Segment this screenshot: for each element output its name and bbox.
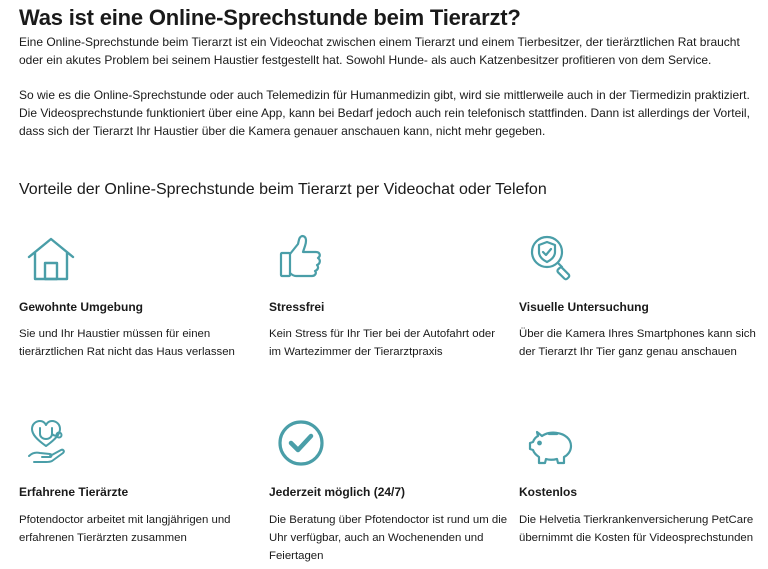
section-heading: Vorteile der Online-Sprechstunde beim Tierarzt per Videochat oder Telefon (19, 181, 547, 198)
feature-text: Die Helvetia Tierkrankenversicherung PetCare übernimmt die Kosten für Videosprechstunden (519, 514, 754, 544)
feature-visuelle-untersuchung (519, 232, 767, 358)
feature-title: Kostenlos (519, 485, 578, 499)
feature-text: Kein Stress für Ihr Tier bei der Autofahrt oder im Wartezimmer der Tierarztpraxis (269, 328, 496, 358)
feature-erfahrene-tieraerzte (19, 418, 266, 544)
check-circle-icon (276, 418, 326, 468)
thumbs-up-icon (276, 232, 326, 282)
heart-stethoscope-hand-icon (26, 418, 76, 468)
feature-text: Pfotendoctor arbeitet mit langjährigen und erfahrenen Tierärzten zusammen (19, 514, 231, 544)
intro-paragraph-2: So wie es die Online-Sprechstunde oder auch Telemedizin für Humanmedizin gibt, wird sie mittlerweile auch in der Tiermedizin praktiziert. Die Videosprechstunde funktioniert über eine App, kann bei Bedarf jedoch auch rein telefonisch stattfinden. Dann ist allerdings der Vorteil, dass sich der Tierarzt Ihr Haustier über die Kamera genauer anschauen kann, nicht mehr gegeben. (19, 88, 750, 138)
feature-text: Über die Kamera Ihres Smartphones kann sich der Tierarzt Ihr Tier ganz genau anschauen (519, 328, 756, 358)
feature-jederzeit-moeglich (269, 418, 516, 562)
feature-stressfrei (269, 232, 516, 358)
feature-gewohnte-umgebung (19, 235, 266, 358)
piggy-bank-icon (527, 418, 577, 468)
feature-title: Stressfrei (269, 300, 325, 314)
magnifier-shield-icon (527, 232, 577, 282)
feature-title: Jederzeit möglich (24/7) (269, 485, 406, 499)
feature-text: Die Beratung über Pfotendoctor ist rund um die Uhr verfügbar, auch an Wochenenden und Feiertagen (269, 514, 508, 562)
feature-title: Gewohnte Umgebung (19, 300, 143, 314)
feature-text: Sie und Ihr Haustier müssen für einen tierärztlichen Rat nicht das Haus verlassen (19, 328, 235, 358)
feature-title: Visuelle Untersuchung (519, 300, 649, 314)
page-title: Was ist eine Online-Sprechstunde beim Tierarzt? (19, 5, 521, 30)
feature-kostenlos (519, 418, 767, 544)
house-icon (26, 235, 76, 285)
intro-paragraph-1: Eine Online-Sprechstunde beim Tierarzt ist ein Videochat zwischen einem Tierarzt und einem Tierbesitzer, der tierärztlichen Rat braucht oder ein akutes Problem bei seinem Haustier festgestellt hat. Sowohl Hunde- als auch Katzenbesitzer profitieren von dem Service. (19, 35, 740, 67)
feature-title: Erfahrene Tierärzte (19, 485, 129, 499)
